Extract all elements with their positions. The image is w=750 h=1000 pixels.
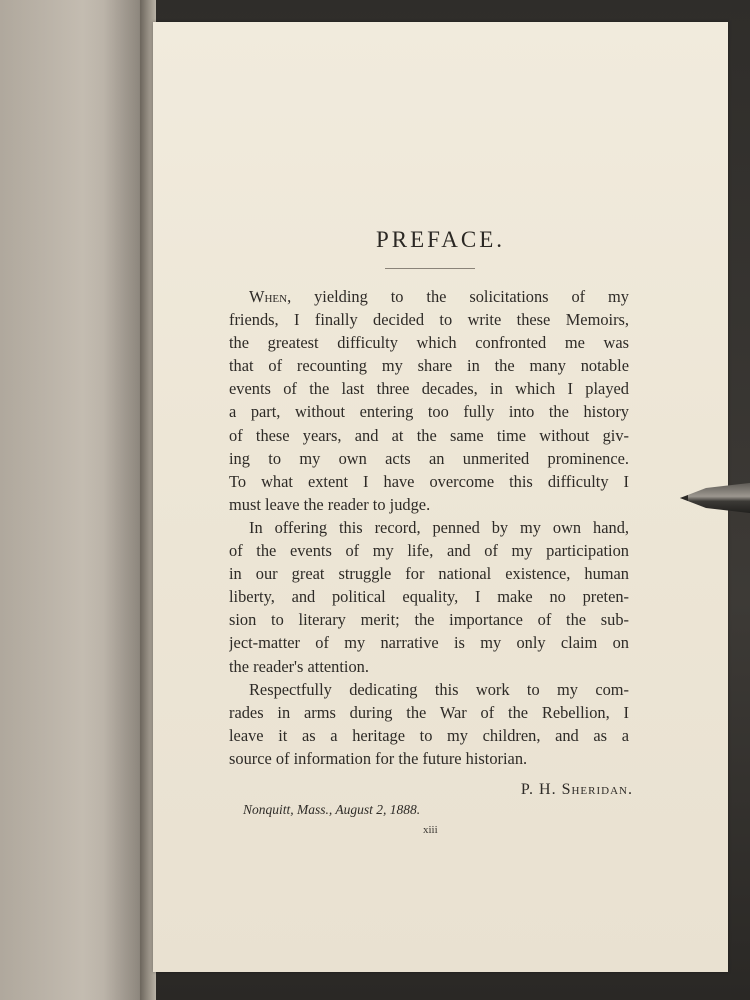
paragraph-1-line-6: a part, without entering too fully into the history	[229, 402, 629, 422]
author-signature	[473, 781, 633, 799]
paragraph-2-line-7: the reader's attention.	[229, 656, 369, 676]
paragraph-2-line-4: liberty, and political equality, I make no preten-	[229, 587, 629, 607]
paragraph-1-line-10: must leave the reader to judge.	[229, 494, 431, 514]
paragraph-3-line-3: leave it as a heritage to my children, and as a	[229, 725, 629, 745]
paragraph-3-line-4: source of information for the future historian.	[229, 748, 528, 768]
paragraph-2-line-3: in our great struggle for national existence, human	[229, 564, 629, 584]
paragraph-2-line-1: In offering this record, penned by my own hand,	[249, 517, 629, 537]
lead-word: When,	[249, 287, 292, 306]
signature-surname: Sheridan.	[561, 781, 633, 798]
paragraph-1-line-7: of these years, and at the same time without giv-	[229, 425, 629, 445]
paragraph-1-line-2: friends, I finally decided to write these Memoirs,	[229, 310, 629, 330]
page-title: PREFACE.	[375, 227, 506, 252]
paragraph-1-line-5: events of the last three decades, in which I played	[229, 379, 629, 399]
preface-body	[229, 285, 629, 770]
paragraph-2-line-5: sion to literary merit; the importance of the sub-	[229, 610, 629, 630]
facing-page-shade	[0, 0, 148, 1000]
paragraph-2-line-2: of the events of my life, and of my participation	[229, 541, 629, 561]
paragraph-1-line-1: When, yielding to the solicitations of my	[249, 287, 629, 306]
book-page	[153, 22, 728, 972]
pen-tip-icon	[678, 478, 750, 518]
paragraph-3-line-2: rades in arms during the War of the Rebellion, I	[229, 702, 629, 722]
paragraph-2-line-6: ject-matter of my narrative is my only claim on	[229, 633, 629, 653]
title-rule-divider	[385, 268, 475, 269]
paragraph-1-line-3: the greatest difficulty which confronted me was	[229, 333, 629, 353]
page-number: xiii	[423, 824, 438, 836]
paragraph-1-line-9: To what extent I have overcome this difficulty I	[229, 471, 629, 491]
place-and-date: Nonquitt, Mass., August 2, 1888.	[243, 802, 421, 817]
paragraph-1-line-4: that of recounting my share in the many notable	[229, 356, 629, 376]
paragraph-3-line-1: Respectfully dedicating this work to my com-	[249, 679, 629, 699]
paragraph-1-line-8: ing to my own acts an unmerited prominence.	[229, 448, 629, 468]
signature-initials: P. H.	[520, 781, 557, 798]
